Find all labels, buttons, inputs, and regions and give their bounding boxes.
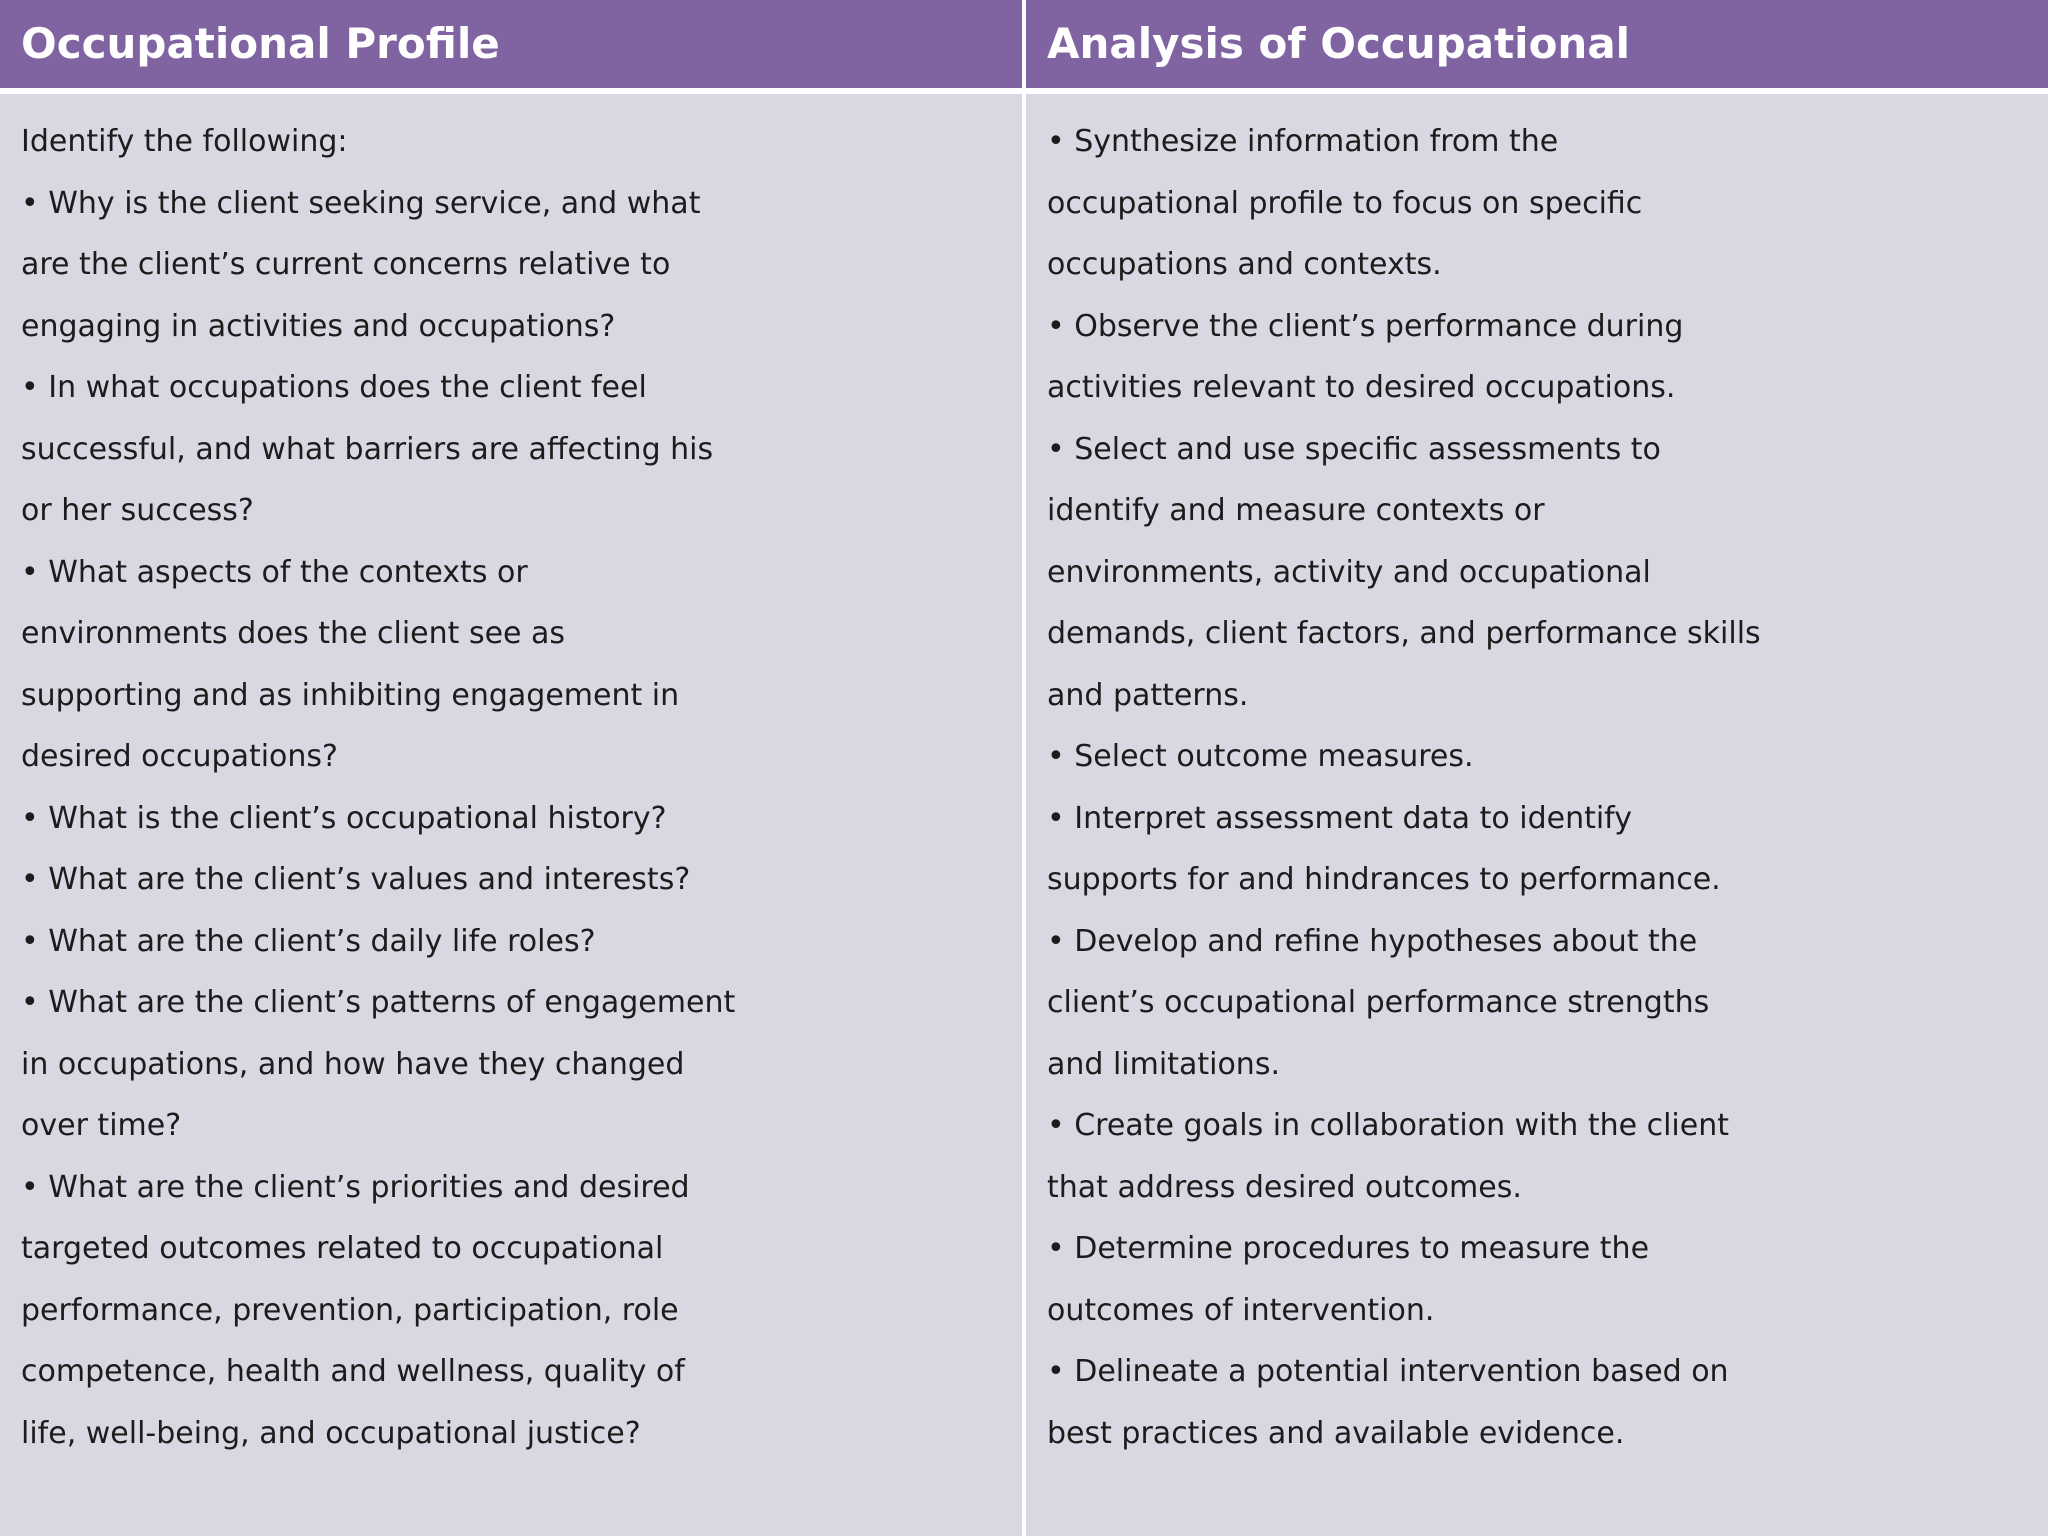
- profile-line: life, well-being, and occupational justice?: [21, 1415, 641, 1451]
- profile-line: are the client’s current concerns relative to: [21, 247, 671, 282]
- profile-line: desired occupations?: [21, 739, 338, 774]
- profile-line: Identify the following:: [21, 124, 348, 159]
- analysis-line: outcomes of intervention.: [1047, 1292, 1435, 1328]
- analysis-line: • Select and use specific assessments to: [1047, 431, 1661, 467]
- analysis-line: environments, activity and occupational: [1047, 554, 1651, 590]
- profile-line: • What aspects of the contexts or: [21, 554, 528, 590]
- profile-line: • What are the client’s values and interests?: [21, 862, 691, 897]
- analysis-line: that address desired outcomes.: [1047, 1169, 1522, 1205]
- analysis-line: • Delineate a potential intervention based on: [1047, 1354, 1729, 1389]
- occupational-profile-header: Occupational Profile: [0, 0, 1022, 88]
- profile-line: over time?: [21, 1108, 182, 1143]
- analysis-line: • Develop and refine hypotheses about the: [1047, 923, 1698, 959]
- analysis-line: and limitations.: [1047, 1046, 1280, 1082]
- profile-line: supporting and as inhibiting engagement in: [21, 677, 680, 713]
- analysis-line: identify and measure contexts or: [1047, 493, 1545, 528]
- analysis-line: activities relevant to desired occupations.: [1047, 370, 1676, 405]
- analysis-line: • Interpret assessment data to identify: [1047, 800, 1632, 836]
- profile-line: successful, and what barriers are affecting his: [21, 431, 714, 467]
- analysis-of-occupational-header: Analysis of Occupational: [1026, 0, 2048, 88]
- profile-line: or her success?: [21, 493, 254, 528]
- profile-line: • Why is the client seeking service, and what: [21, 185, 701, 221]
- profile-line: in occupations, and how have they changed: [21, 1046, 685, 1082]
- profile-line: competence, health and wellness, quality of: [21, 1354, 685, 1389]
- analysis-line: occupations and contexts.: [1047, 247, 1442, 282]
- profile-line: • What is the client’s occupational history?: [21, 800, 667, 836]
- analysis-line: best practices and available evidence.: [1047, 1415, 1625, 1451]
- profile-line: performance, prevention, participation, role: [21, 1292, 679, 1328]
- profile-line: • What are the client’s patterns of engagement: [21, 985, 736, 1020]
- profile-line: • What are the client’s priorities and desired: [21, 1169, 690, 1205]
- analysis-line: • Synthesize information from the: [1047, 124, 1559, 159]
- analysis-line: • Observe the client’s performance during: [1047, 308, 1684, 344]
- profile-line: • What are the client’s daily life roles?: [21, 923, 596, 959]
- analysis-line: • Determine procedures to measure the: [1047, 1231, 1650, 1266]
- profile-line: • In what occupations does the client feel: [21, 370, 647, 405]
- analysis-line: client’s occupational performance strengths: [1047, 985, 1710, 1020]
- analysis-line: and patterns.: [1047, 677, 1249, 713]
- analysis-line: • Create goals in collaboration with the client: [1047, 1108, 1729, 1143]
- analysis-line: demands, client factors, and performance skills: [1047, 616, 1761, 651]
- profile-line: targeted outcomes related to occupational: [21, 1231, 664, 1266]
- analysis-line: • Select outcome measures.: [1047, 739, 1474, 774]
- profile-line: environments does the client see as: [21, 616, 566, 651]
- analysis-line: occupational profile to focus on specific: [1047, 185, 1643, 221]
- profile-line: engaging in activities and occupations?: [21, 308, 616, 344]
- analysis-of-occupational-cell: [1026, 94, 2048, 1536]
- analysis-line: supports for and hindrances to performance.: [1047, 862, 1721, 897]
- occupational-profile-cell: [0, 94, 1022, 1536]
